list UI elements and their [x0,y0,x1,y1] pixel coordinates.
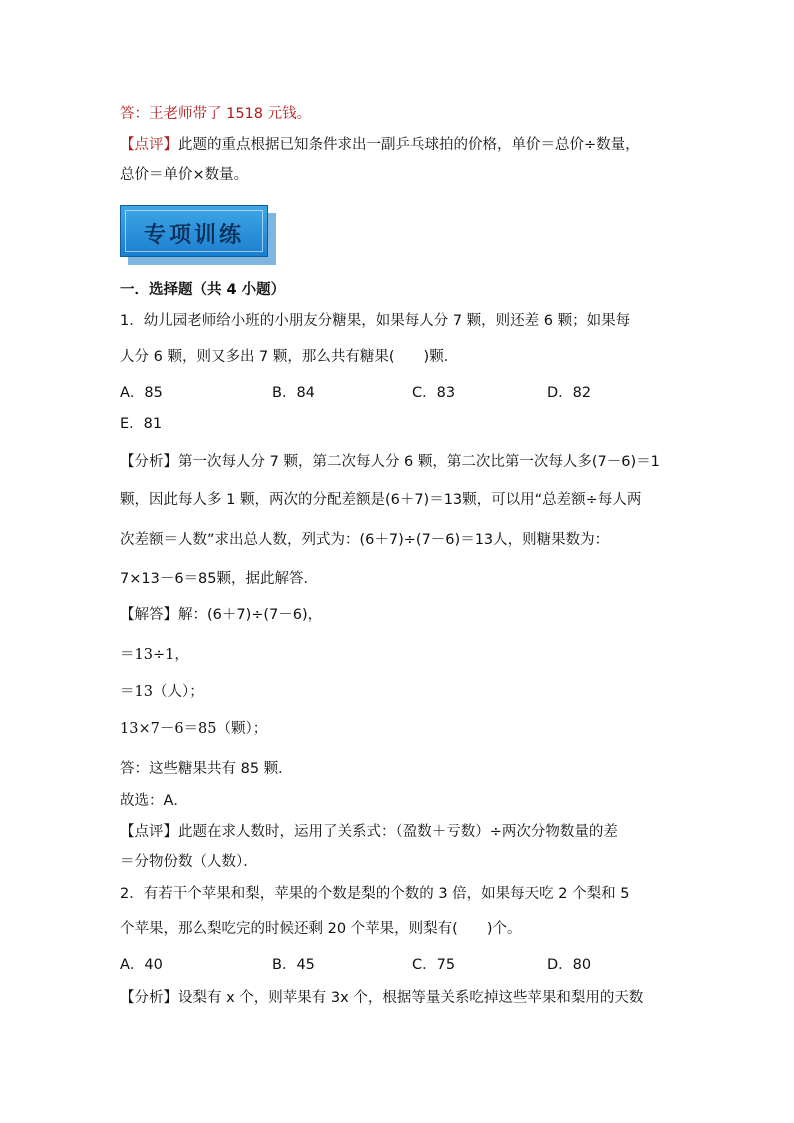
q1-answer: 答：这些糖果共有 85 颗． [120,761,293,777]
q1-option-b: B．84 [272,385,315,401]
q2-option-c: C．75 [412,957,456,973]
q1-option-e: E．81 [120,416,163,432]
q2-analysis-line-1 [120,988,643,1008]
q1-solution-line-3: ＝13（人）； [120,684,204,700]
analysis-text: 设梨有 x 个，则苹果有 3x 个，根据等量关系吃掉这些苹果和梨用的天数 [178,990,644,1006]
q2-option-a: A．40 [120,957,163,973]
q1-solution-line-4: 13×7－6＝85（颗）； [120,721,268,737]
comment-text: 此题在求人数时，运用了关系式：（盈数＋亏数）÷两次分物数量的差 [178,824,618,840]
previous-answer: 答：王老师带了 1518 元钱。 [120,106,312,122]
q1-option-c: C．83 [412,385,456,401]
q1-solution-line-1 [120,605,322,625]
q2-option-b: B．45 [272,957,315,973]
previous-comment-line-1 [120,135,640,155]
q1-stem-line-2: 人分 6 颗，则又多出 7 颗，那么共有糖果( )颗． [120,349,459,365]
q1-comment-line-2: ＝分物份数（人数）． [120,854,258,870]
comment-tag: 【点评】 [120,824,178,840]
q1-analysis-line-3: 次差额＝人数”求出总人数，列式为：(6＋7)÷(7－6)＝13人，则糖果数为： [120,532,610,548]
comment-tag: 【点评】 [120,137,178,153]
q1-analysis-line-1 [120,452,660,472]
banner-box [120,205,268,257]
comment-text: 此题的重点根据已知条件求出一副乒乓球拍的价格，单价＝总价÷数量， [178,137,640,153]
solution-tag: 【解答】 [120,607,178,623]
q2-stem-line-1: 2．有若干个苹果和梨，苹果的个数是梨的个数的 3 倍，如果每天吃 2 个梨和 5 [120,886,630,902]
q1-comment-line-1 [120,822,618,842]
q1-stem-line-1: 1．幼儿园老师给小班的小朋友分糖果，如果每人分 7 颗，则还差 6 颗；如果每 [120,313,631,329]
q1-analysis-line-2: 颗，因此每人多 1 颗，两次的分配差额是(6＋7)＝13颗，可以用“总差额÷每人两 [120,492,642,508]
q1-choice: 故选：A． [120,793,188,809]
section-banner [120,205,280,267]
banner-title: 专项训练 [143,222,244,248]
q1-analysis-line-4: 7×13－6＝85颗，据此解答． [120,571,319,587]
analysis-tag: 【分析】 [120,990,178,1006]
q2-stem-line-2: 个苹果，那么梨吃完的时候还剩 20 个苹果，则梨有( )个。 [120,921,522,937]
solution-text: 解：(6＋7)÷(7－6)， [178,607,323,623]
q2-option-d: D．80 [547,957,592,973]
q1-solution-line-2: ＝13÷1， [120,647,189,663]
section-heading: 一．选择题（共 4 小题） [120,282,286,298]
q1-option-d: D．82 [547,385,592,401]
q1-option-a: A．85 [120,385,163,401]
previous-comment-line-2: 总价＝单价×数量。 [120,167,249,183]
analysis-text: 第一次每人分 7 颗，第二次每人分 6 颗，第二次比第一次每人多(7－6)＝1 [178,454,660,470]
analysis-tag: 【分析】 [120,454,178,470]
